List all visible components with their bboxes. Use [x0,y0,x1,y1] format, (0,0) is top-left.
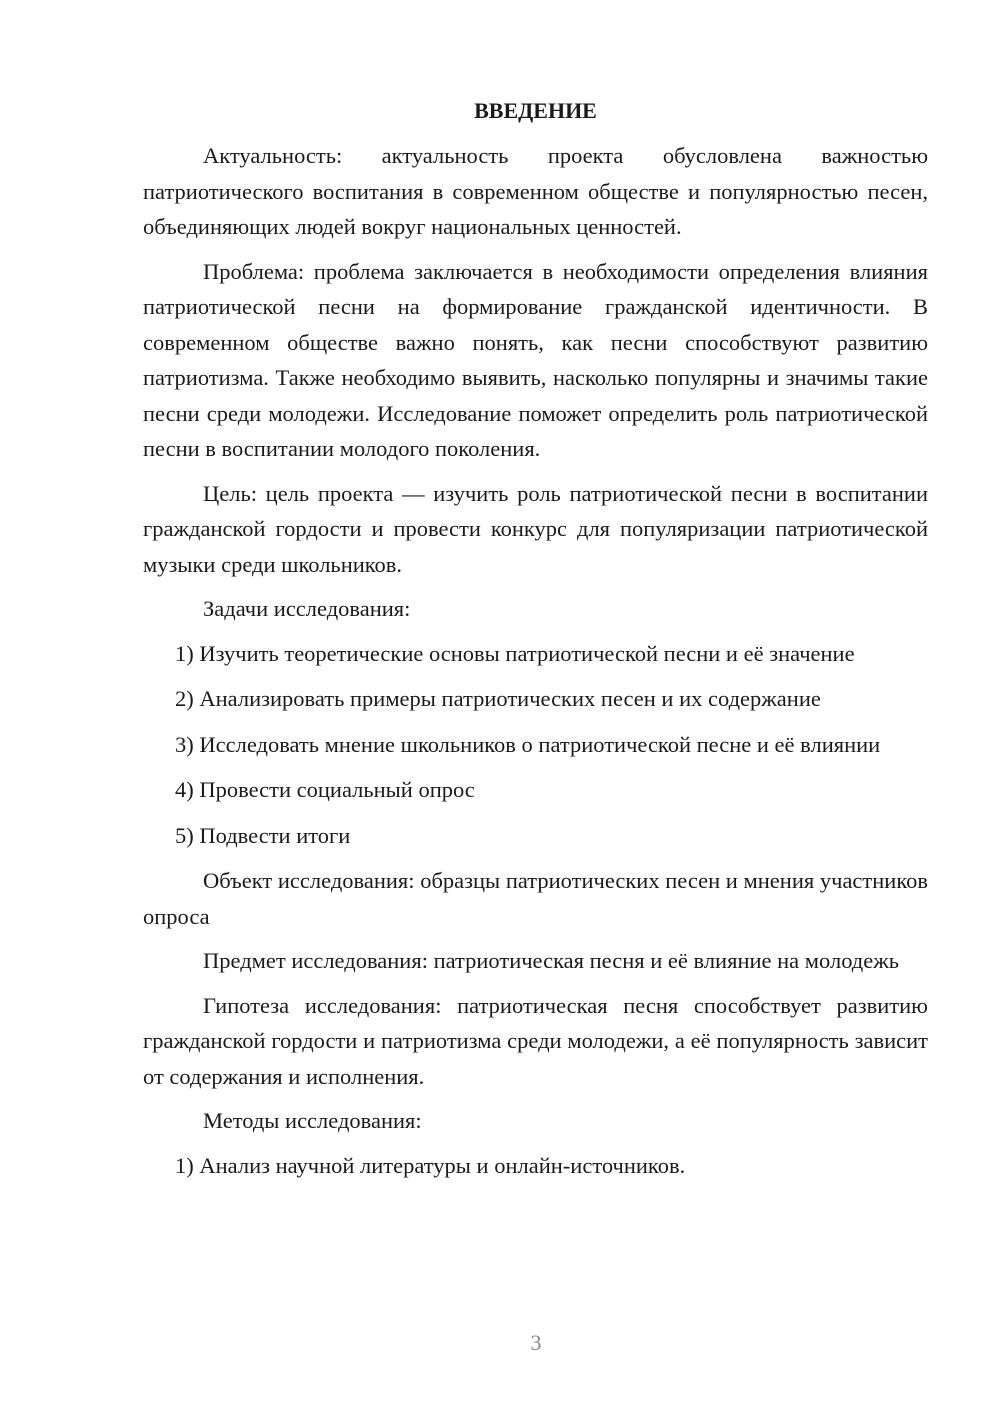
task-item: 2) Анализировать примеры патриотических песен и их содержание [175,686,821,711]
page-number: 3 [530,1330,542,1355]
relevance-paragraph: Актуальность: актуальность проекта обусловлена важностью патриотического воспитания в современном обществе и популярностью песен, объединяющих людей вокруг национальных ценностей. [143,143,928,239]
subject-paragraph: Предмет исследования: патриотическая песня и её влияние на молодежь [203,948,900,973]
tasks-heading: Задачи исследования: [203,596,411,621]
methods-heading: Методы исследования: [203,1108,422,1133]
section-title: ВВЕДЕНИЕ [474,98,597,123]
method-item: 1) Анализ научной литературы и онлайн-источников. [175,1152,686,1178]
task-item: 1) Изучить теоретические основы патриотической песни и её значение [175,640,855,666]
task-item: 4) Провести социальный опрос [175,777,475,802]
task-item: 5) Подвести итоги [175,822,351,848]
object-paragraph: Объект исследования: образцы патриотических песен и мнения участников опроса [143,868,928,929]
document-page [143,93,928,1193]
goal-paragraph: Цель: цель проекта — изучить роль патриотической песни в воспитании гражданской гордости и провести конкурс для популяризации патриотической музыки среди школьников. [143,480,928,577]
hypothesis-paragraph: Гипотеза исследования: патриотическая песня способствует развитию гражданской гордости и патриотизма среди молодежи, а её популярность зависит от содержания и исполнения. [143,992,928,1089]
task-item: 3) Исследовать мнение школьников о патриотической песне и её влиянии [175,731,881,757]
problem-paragraph: Проблема: проблема заключается в необходимости определения влияния патриотической песни на формирование гражданской идентичности. В современном обществе важно понять, как песни способствуют развитию патриотизма. Также необходимо выявить, насколько популярны и значимы такие песни среди молодежи. Исследование поможет определить роль патриотической песни в воспитании молодого поколения. [143,258,928,461]
